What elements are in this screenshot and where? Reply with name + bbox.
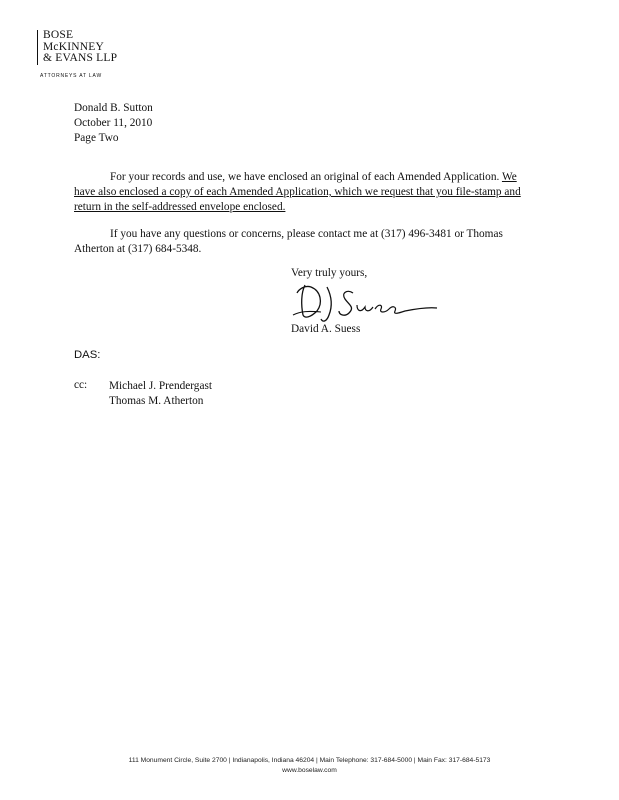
firm-logo bbox=[37, 30, 117, 65]
cc-recipient: Thomas M. Atherton bbox=[109, 394, 204, 407]
signer-name: David A. Suess bbox=[291, 323, 361, 335]
paragraph-enclosures bbox=[74, 170, 530, 214]
closing-line: Very truly yours, bbox=[291, 267, 368, 279]
author-initials: DAS: bbox=[74, 349, 101, 361]
page-footer bbox=[0, 756, 619, 776]
logo-tagline: ATTORNEYS AT LAW bbox=[40, 73, 102, 79]
recipient-name: Donald B. Sutton bbox=[74, 102, 153, 114]
cc-label: cc: bbox=[74, 379, 88, 391]
logo-line-3: & EVANS LLP bbox=[43, 52, 118, 64]
letter-date: October 11, 2010 bbox=[74, 116, 153, 129]
paragraph-enclosures-underlined: We have also enclosed a copy of each Amended Application, which we request that you file-stamp and return in the self-addressed envelope enclosed. bbox=[74, 171, 521, 213]
cc-recipients bbox=[109, 379, 212, 409]
paragraph-contact bbox=[74, 227, 530, 257]
cc-recipient: Michael J. Prendergast bbox=[109, 380, 213, 392]
footer-website: www.boselaw.com bbox=[282, 767, 337, 774]
paragraph-enclosures-plain: For your records and use, we have enclosed an original of each Amended Application. bbox=[110, 171, 500, 183]
paragraph-contact-text: If you have any questions or concerns, please contact me at (317) 496-3481 or Thomas Atherton at (317) 684-5348. bbox=[74, 228, 503, 255]
handwritten-signature bbox=[291, 281, 439, 325]
footer-address: 111 Monument Circle, Suite 2700 | Indianapolis, Indiana 46204 | Main Telephone: 317-684-5000 | Main Fax: 317-684-5173 bbox=[128, 757, 491, 764]
logo-line-1: BOSE bbox=[43, 29, 74, 41]
page-number: Page Two bbox=[74, 131, 119, 144]
letter-header bbox=[74, 101, 530, 145]
logo-line-2: McKINNEY bbox=[43, 40, 105, 53]
